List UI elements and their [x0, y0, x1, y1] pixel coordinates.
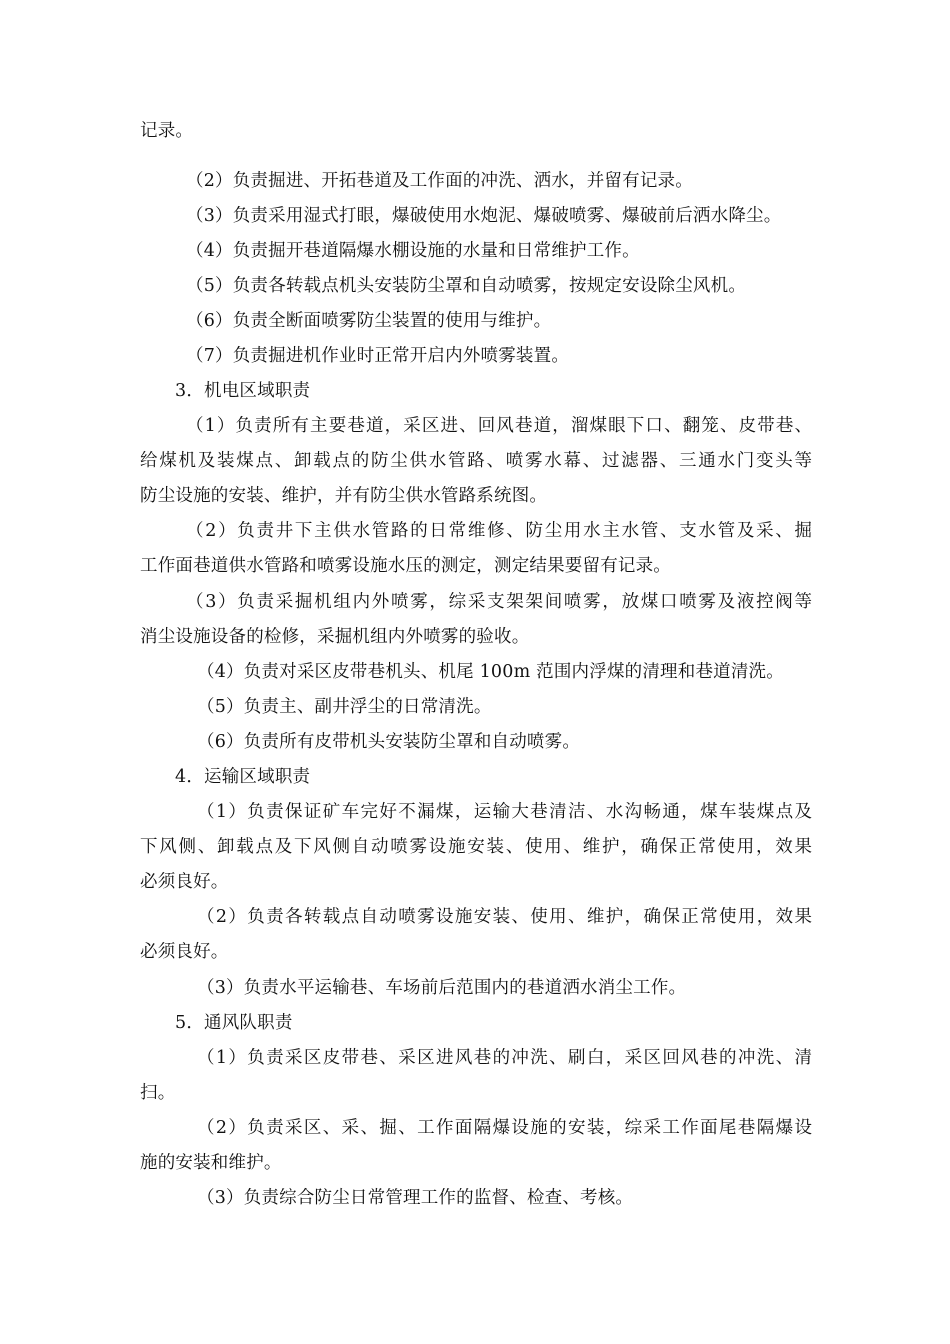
section-heading: 3．机电区域职责 — [175, 381, 311, 401]
text-line: 防尘设施的安装、维护，并有防尘供水管路系统图。 — [140, 486, 548, 506]
text-line: 必须良好。 — [140, 872, 229, 892]
text-line: 消尘设施设备的检修，采掘机组内外喷雾的验收。 — [140, 627, 530, 647]
text-line: 下风侧、卸载点及下风侧自动喷雾设施安装、使用、维护，确保正常使用，效果 — [140, 837, 812, 857]
section-heading: 4．运输区域职责 — [175, 767, 311, 787]
text-line: 工作面巷道供水管路和喷雾设施水压的测定，测定结果要留有记录。 — [140, 556, 671, 576]
text-line: （2）负责各转载点自动喷雾设施安装、使用、维护，确保正常使用，效果 — [197, 907, 812, 927]
text-line: （4）负责掘开巷道隔爆水棚设施的水量和日常维护工作。 — [186, 241, 640, 261]
text-line: （6）负责所有皮带机头安装防尘罩和自动喷雾。 — [197, 732, 581, 752]
text-line: （3）负责水平运输巷、车场前后范围内的巷道洒水消尘工作。 — [197, 978, 687, 998]
text-line: （7）负责掘进机作业时正常开启内外喷雾装置。 — [186, 346, 570, 366]
section-heading: 5．通风队职责 — [175, 1013, 293, 1033]
text-line: （3）负责综合防尘日常管理工作的监督、检查、考核。 — [197, 1188, 634, 1208]
text-line: （4）负责对采区皮带巷机头、机尾 100m 范围内浮煤的清理和巷道清洗。 — [197, 662, 784, 682]
text-line: 施的安装和维护。 — [140, 1153, 282, 1173]
text-line: （2）负责井下主供水管路的日常维修、防尘用水主水管、支水管及采、掘 — [186, 521, 812, 541]
text-line: 记录。 — [140, 121, 194, 141]
text-line: 必须良好。 — [140, 942, 229, 962]
text-line: （1）负责所有主要巷道，采区进、回风巷道，溜煤眼下口、翻笼、皮带巷、 — [186, 416, 812, 436]
text-line: （3）负责采掘机组内外喷雾，综采支架架间喷雾，放煤口喷雾及液控阀等 — [186, 592, 812, 612]
text-line: （2）负责掘进、开拓巷道及工作面的冲洗、洒水，并留有记录。 — [186, 171, 693, 191]
text-line: （1）负责采区皮带巷、采区进风巷的冲洗、刷白，采区回风巷的冲洗、清 — [197, 1048, 812, 1068]
text-line: （1）负责保证矿车完好不漏煤，运输大巷清洁、水沟畅通，煤车装煤点及 — [197, 802, 812, 822]
text-line: （5）负责各转载点机头安装防尘罩和自动喷雾，按规定安设除尘风机。 — [186, 276, 747, 296]
text-line: 扫。 — [140, 1083, 176, 1103]
text-line: 给煤机及装煤点、卸载点的防尘供水管路、喷雾水幕、过滤器、三通水门变头等 — [140, 451, 812, 471]
text-line: （5）负责主、副井浮尘的日常清洗。 — [197, 697, 492, 717]
text-line: （6）负责全断面喷雾防尘装置的使用与维护。 — [186, 311, 552, 331]
text-line: （2）负责采区、采、掘、工作面隔爆设施的安装，综采工作面尾巷隔爆设 — [197, 1118, 812, 1138]
text-line: （3）负责采用湿式打眼，爆破使用水炮泥、爆破喷雾、爆破前后洒水降尘。 — [186, 206, 782, 226]
